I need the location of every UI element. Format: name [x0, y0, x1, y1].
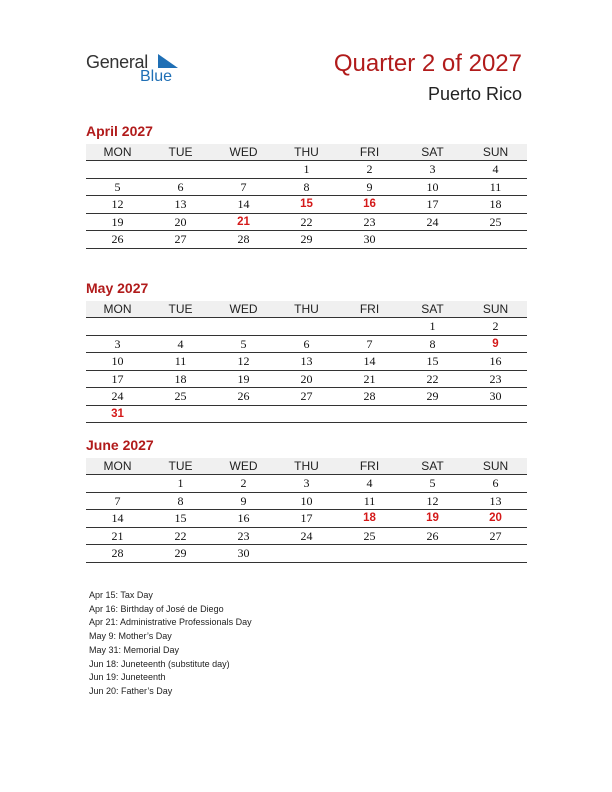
month-title: June 2027	[86, 437, 154, 453]
day-cell: 8	[177, 493, 184, 508]
weekday-label: TUE	[168, 302, 193, 316]
holiday-day-cell: 20	[489, 512, 502, 524]
calendar-grid	[86, 144, 527, 249]
day-cell: 8	[303, 179, 310, 194]
day-cell: 9	[366, 179, 373, 194]
logo-triangle-icon	[158, 54, 178, 68]
day-cell	[212, 318, 275, 335]
day-cell: 5	[429, 476, 436, 490]
holiday-note: Jun 19: Juneteenth	[89, 672, 166, 683]
day-cell	[86, 318, 149, 335]
week-row	[86, 528, 527, 546]
weekday-label: SAT	[421, 145, 444, 159]
day-cell: 20	[174, 214, 187, 229]
day-cell: 28	[111, 546, 124, 560]
day-cell	[149, 406, 212, 423]
day-cell: 25	[363, 528, 376, 543]
day-cell: 7	[240, 179, 247, 194]
day-cell	[464, 406, 527, 423]
month-title: May 2027	[86, 280, 149, 296]
day-cell: 20	[300, 371, 313, 386]
month-may	[86, 279, 527, 423]
day-cell: 27	[300, 389, 313, 403]
weekday-label: FRI	[359, 145, 380, 159]
weekday-label: THU	[294, 302, 319, 316]
day-cell	[275, 406, 338, 423]
week-row	[86, 161, 527, 179]
day-cell	[212, 406, 275, 423]
day-cell: 9	[240, 493, 247, 508]
weekday-label: WED	[229, 302, 258, 316]
weekday-label: FRI	[359, 302, 380, 316]
day-cell: 15	[174, 511, 187, 525]
day-cell: 28	[237, 232, 250, 246]
day-cell: 29	[426, 389, 439, 403]
day-cell	[338, 318, 401, 335]
weekday-label: SUN	[482, 145, 509, 159]
weekday-label: FRI	[359, 459, 380, 473]
week-row	[86, 545, 527, 563]
day-cell: 6	[303, 336, 310, 351]
day-cell: 19	[237, 371, 250, 386]
day-cell: 16	[489, 354, 502, 368]
day-cell: 12	[426, 493, 439, 508]
day-cell: 11	[174, 354, 187, 368]
day-cell: 10	[426, 179, 439, 194]
week-row	[86, 196, 527, 214]
day-cell	[401, 545, 464, 562]
weekday-header-row	[86, 458, 527, 475]
day-cell: 26	[237, 389, 250, 403]
calendar-grid	[86, 458, 527, 563]
day-cell: 4	[177, 336, 184, 351]
day-cell	[86, 161, 149, 178]
day-cell: 1	[177, 476, 184, 490]
day-cell: 17	[111, 371, 124, 386]
day-cell: 25	[489, 214, 502, 229]
weekday-label: SUN	[482, 459, 509, 473]
day-cell: 14	[111, 511, 124, 525]
weekday-label: THU	[294, 145, 319, 159]
day-cell	[149, 318, 212, 335]
holiday-day-cell: 18	[363, 512, 376, 524]
day-cell: 14	[363, 354, 376, 368]
day-cell: 24	[426, 214, 439, 229]
day-cell: 5	[240, 336, 247, 351]
day-cell: 28	[363, 389, 376, 403]
day-cell: 3	[114, 336, 121, 351]
day-cell: 15	[426, 354, 439, 368]
month-title: April 2027	[86, 123, 153, 139]
holiday-day-cell: 15	[300, 198, 313, 210]
day-cell: 22	[300, 214, 313, 229]
day-cell: 23	[489, 371, 502, 386]
week-row	[86, 493, 527, 511]
day-cell: 29	[174, 546, 187, 560]
day-cell	[401, 406, 464, 423]
day-cell	[464, 231, 527, 248]
day-cell: 13	[300, 354, 313, 368]
day-cell	[86, 475, 149, 492]
weekday-label: MON	[103, 145, 132, 159]
day-cell: 6	[492, 476, 499, 490]
holiday-note: Apr 16: Birthday of José de Diego	[89, 603, 224, 614]
day-cell: 4	[366, 476, 373, 490]
week-row	[86, 336, 527, 354]
holiday-note: May 31: Memorial Day	[89, 644, 180, 655]
day-cell: 22	[174, 528, 187, 543]
holiday-day-cell: 31	[111, 407, 124, 420]
month-april	[86, 122, 527, 249]
day-cell: 13	[489, 493, 502, 508]
day-cell: 7	[114, 493, 121, 508]
day-cell: 30	[363, 232, 376, 246]
day-cell: 26	[426, 528, 439, 543]
day-cell	[275, 318, 338, 335]
weekday-label: THU	[294, 459, 319, 473]
day-cell: 23	[237, 528, 250, 543]
week-row	[86, 318, 527, 336]
day-cell: 23	[363, 214, 376, 229]
day-cell: 4	[492, 162, 499, 176]
day-cell: 12	[111, 197, 124, 211]
week-row	[86, 406, 527, 424]
weekday-header-row	[86, 301, 527, 318]
day-cell: 29	[300, 232, 313, 246]
day-cell: 26	[111, 232, 124, 246]
day-cell: 17	[300, 511, 313, 525]
page-subtitle: Puerto Rico	[427, 84, 522, 104]
day-cell: 30	[237, 546, 250, 560]
weekday-label: SAT	[421, 302, 444, 316]
day-cell: 10	[300, 493, 313, 508]
day-cell: 27	[174, 232, 187, 246]
holiday-day-cell: 21	[237, 215, 250, 228]
day-cell: 17	[426, 197, 439, 211]
weekday-label: SAT	[421, 459, 444, 473]
month-june	[86, 436, 527, 563]
day-cell: 2	[492, 319, 499, 333]
holiday-note: Jun 20: Father’s Day	[89, 685, 173, 696]
week-row	[86, 353, 527, 371]
weekday-label: WED	[229, 459, 258, 473]
day-cell: 3	[429, 162, 436, 176]
weekday-header-row	[86, 144, 527, 161]
generalblue-logo	[86, 50, 196, 90]
day-cell: 13	[174, 197, 187, 211]
week-row	[86, 179, 527, 197]
day-cell: 2	[240, 476, 247, 490]
day-cell	[464, 545, 527, 562]
weekday-label: WED	[229, 145, 258, 159]
day-cell: 6	[177, 179, 184, 194]
weekday-label: MON	[103, 302, 132, 316]
week-row	[86, 214, 527, 232]
day-cell: 10	[111, 354, 124, 368]
weekday-label: TUE	[168, 145, 193, 159]
day-cell	[401, 231, 464, 248]
day-cell	[338, 406, 401, 423]
logo-general-text: General	[86, 52, 148, 72]
day-cell: 21	[363, 371, 376, 386]
holiday-day-cell: 16	[363, 198, 376, 210]
day-cell: 22	[426, 371, 439, 386]
day-cell: 18	[489, 197, 502, 211]
day-cell	[338, 545, 401, 562]
week-row	[86, 510, 527, 528]
holiday-day-cell: 9	[492, 337, 499, 350]
week-row	[86, 388, 527, 406]
day-cell	[149, 161, 212, 178]
day-cell: 24	[111, 389, 124, 403]
day-cell: 7	[366, 336, 373, 351]
holiday-list	[89, 589, 252, 699]
holiday-note: May 9: Mother’s Day	[89, 631, 172, 642]
day-cell: 5	[114, 179, 121, 194]
day-cell: 30	[489, 389, 502, 403]
holiday-day-cell: 19	[426, 512, 439, 524]
day-cell: 19	[111, 214, 124, 229]
day-cell: 12	[237, 354, 250, 368]
day-cell: 14	[237, 197, 250, 211]
day-cell: 2	[366, 162, 373, 176]
weekday-label: TUE	[168, 459, 193, 473]
page-title: Quarter 2 of 2027	[333, 50, 522, 77]
day-cell: 21	[111, 528, 124, 543]
day-cell	[212, 161, 275, 178]
day-cell: 3	[303, 476, 310, 490]
week-row	[86, 371, 527, 389]
day-cell: 1	[303, 162, 310, 176]
day-cell: 24	[300, 528, 313, 543]
holiday-note: Jun 18: Juneteenth (substitute day)	[89, 658, 230, 669]
day-cell: 11	[489, 179, 502, 194]
week-row	[86, 475, 527, 493]
holiday-note: Apr 15: Tax Day	[89, 590, 153, 600]
holiday-note: Apr 21: Administrative Professionals Day	[89, 617, 252, 628]
day-cell: 25	[174, 389, 187, 403]
week-row	[86, 231, 527, 249]
day-cell: 11	[363, 493, 376, 508]
day-cell	[275, 545, 338, 562]
logo-blue-text: Blue	[140, 68, 173, 85]
day-cell: 27	[489, 528, 502, 543]
day-cell: 16	[237, 511, 250, 525]
calendar-grid	[86, 301, 527, 423]
day-cell: 8	[429, 336, 436, 351]
day-cell: 18	[174, 371, 187, 386]
day-cell: 1	[429, 319, 436, 333]
weekday-label: MON	[103, 459, 132, 473]
weekday-label: SUN	[482, 302, 509, 316]
